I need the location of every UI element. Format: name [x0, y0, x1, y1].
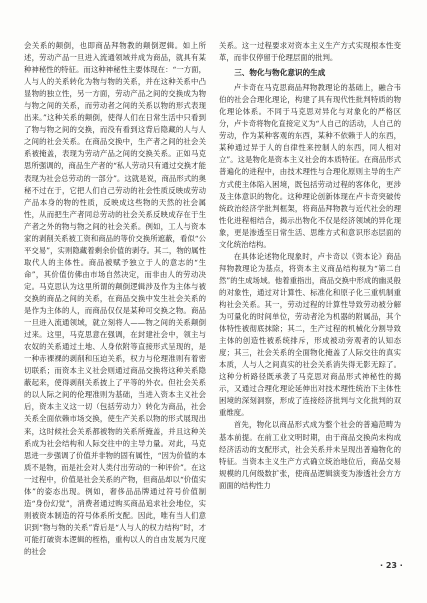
body-paragraph: 首先，物化以商品形式成为整个社会的普遍范畴为基本前提。在前工业文明时期，由于商品交换尚未构成经济活动的支配形式，社会关系并未呈现出普遍物化的特征。当资本主义生产方式确立统治地位后，商品交易规模的几何级数扩张，使商品逻辑演变为渗透社会方方面面的结构性力 — [219, 420, 401, 490]
right-column — [219, 40, 401, 492]
body-paragraph: 关系。这一过程要求对资本主义生产方式实现根本性变革，而非仅停留于伦理层面的批判。 — [219, 41, 401, 63]
page-number: · 23 · — [380, 561, 403, 570]
body-paragraph: 会关系的颠倒，也即商品拜物教的颠倒逻辑。如上所述，劳动产品一旦进入流通领域并成为商品，就具有某种神秘性的特征。而这种神秘性主要体现在：“一方面，人与人的关系转化为物与物的关系，并在这种关系中凸显物的独立性，另一方面，劳动产品之间的交换成为物与物之间的关系，而劳动者之间的关系以物的形式表现出来。”这种关系的颠倒，使得人们在日常生活中只看到了物与物之间的交换，而没有看到这背后隐藏的人与人之间的社会关系。在商品交换中，生产者之间的社会关系被掩盖，表现为劳动产品之间的交换关系。正如马克思所强调的，商品生产者的“私人劳动只有通过交换才能表现为社会总劳动的一部分”。这就是说，商品形式的奥秘不过在于，它把人们自己劳动的社会性质反映成劳动产品本身的物的性质，反映成这些物的天然的社会属性，从而把生产者同总劳动的社会关系反映成存在于生产者之外的物与物之间的社会关系。例如，工人与资本家的剥削关系被工资和商品的等价交换所遮蔽，看似“公平交易”，实则隐藏着剩余价值的剥夺。其二，物的属性取代人的主体性。商品被赋予独立于人的意志的“生命”，其价值仿佛由市场自然决定，而非由人的劳动决定。马克思认为这里所谓的颠倒逻辑涉及作为主体与被交换的商品之间的关系，在商品交换中发生社会关系的是作为主体的人，而商品仅仅是某种可交换之物。商品一旦进入流通领域，就立刻将人——物之间的关系颠倒过来。这里，马克思意在强调，在封建社会中，领主与农奴的关系通过土地、人身依附等直接形式呈现的，是一种赤裸裸的剥削和压迫关系，权力与伦理准则有着密切联系；而资本主义社会则通过商品交换将这种关系隐蔽起来，使得剥削关系披上了平等的外衣。但社会关系的以人际之间的伦理准则为基础，当进入资本主义社会后，资本主义这一切（包括劳动力）转化为商品，社会关系全面依赖市场交换，使生产关系以物的形式展现出来，这时候社会关系都被物的关系所掩盖，并且这种关系成为社会结构和人际交往中的主导力量。对此，马克思进一步强调了价值并非物的固有属性，“因为价值的本质不是物，而是社会对人类付出劳动的一种评价”。在这一过程中，价值是社会关系的产物，但商品却以“价值实体”的姿态出现。例如，奢侈品品牌通过符号价值制造“身份幻觉”，消费者通过购买商品追求社会地位，实则被资本制造的符号体系所支配。因此，唯有当人们意识到“物与物的关系”背后是“人与人的权力结构”时，才可能打破资本逻辑的桎梏，重构以人的自由发展为尺度的社会 — [24, 41, 206, 556]
section-heading: 三、物化与物化意识的生成 — [234, 68, 326, 78]
left-column — [24, 40, 206, 558]
body-paragraph: 卢卡奇在马克思商品拜物教理论的基础上，融合韦伯的社会合理化理论，构建了具有现代性批判特质的物化理论体系。不同于马克思对异化与对象化的严格区分，卢卡奇将物化直接定义为“人自己的活动，人自己的劳动，作为某种客观的东西，某种不依赖于人的东西，某种通过异于人的自律性来控制人的东西，同人相对立”。这是物化是资本主义社会的本质特征。在商品形式普遍化的进程中，由技术理性与合理化原则主导的生产方式使主体陷入困境，既包括劳动过程的客体化，更涉及主体意识的物化。这种理论创新体现在卢卡奇突破传统政治经济学批判框架，将商品拜物教与近代社会的理性化进程相结合，揭示出物化不仅是经济领域的异化现象，更是渗透至日常生活、思维方式和意识形态层面的文化统治结构。 — [219, 83, 401, 249]
body-paragraph: 在具体论述物化现象时，卢卡奇以《资本论》商品拜物教理论为基点，将资本主义商品结构视为“第二自然”的生成场域。他着重指出，商品交换中形成的幽灵般的对象性，通过对计算性、标准化和原子化三重机制重构社会关系。其一，劳动过程的计算性导致劳动被分解为可量化的时间单位，劳动者沦为机器的附属品，其个体特性被彻底抹除；其二，生产过程的机械化分割导致主体的创造性被系统排斥，形成被动旁观者的认知态度；其三，社会关系的全面物化掩盖了人际交往的真实本质，人与人之间真实的社会关系消失得无影无踪了。这种分析路径既承袭了马克思对商品形式神秘性的揭示，又通过合理化理论延伸出对技术理性统治下主体性困境的深刻洞察，形成了连接经济批判与文化批判的双重维度。 — [219, 251, 401, 418]
